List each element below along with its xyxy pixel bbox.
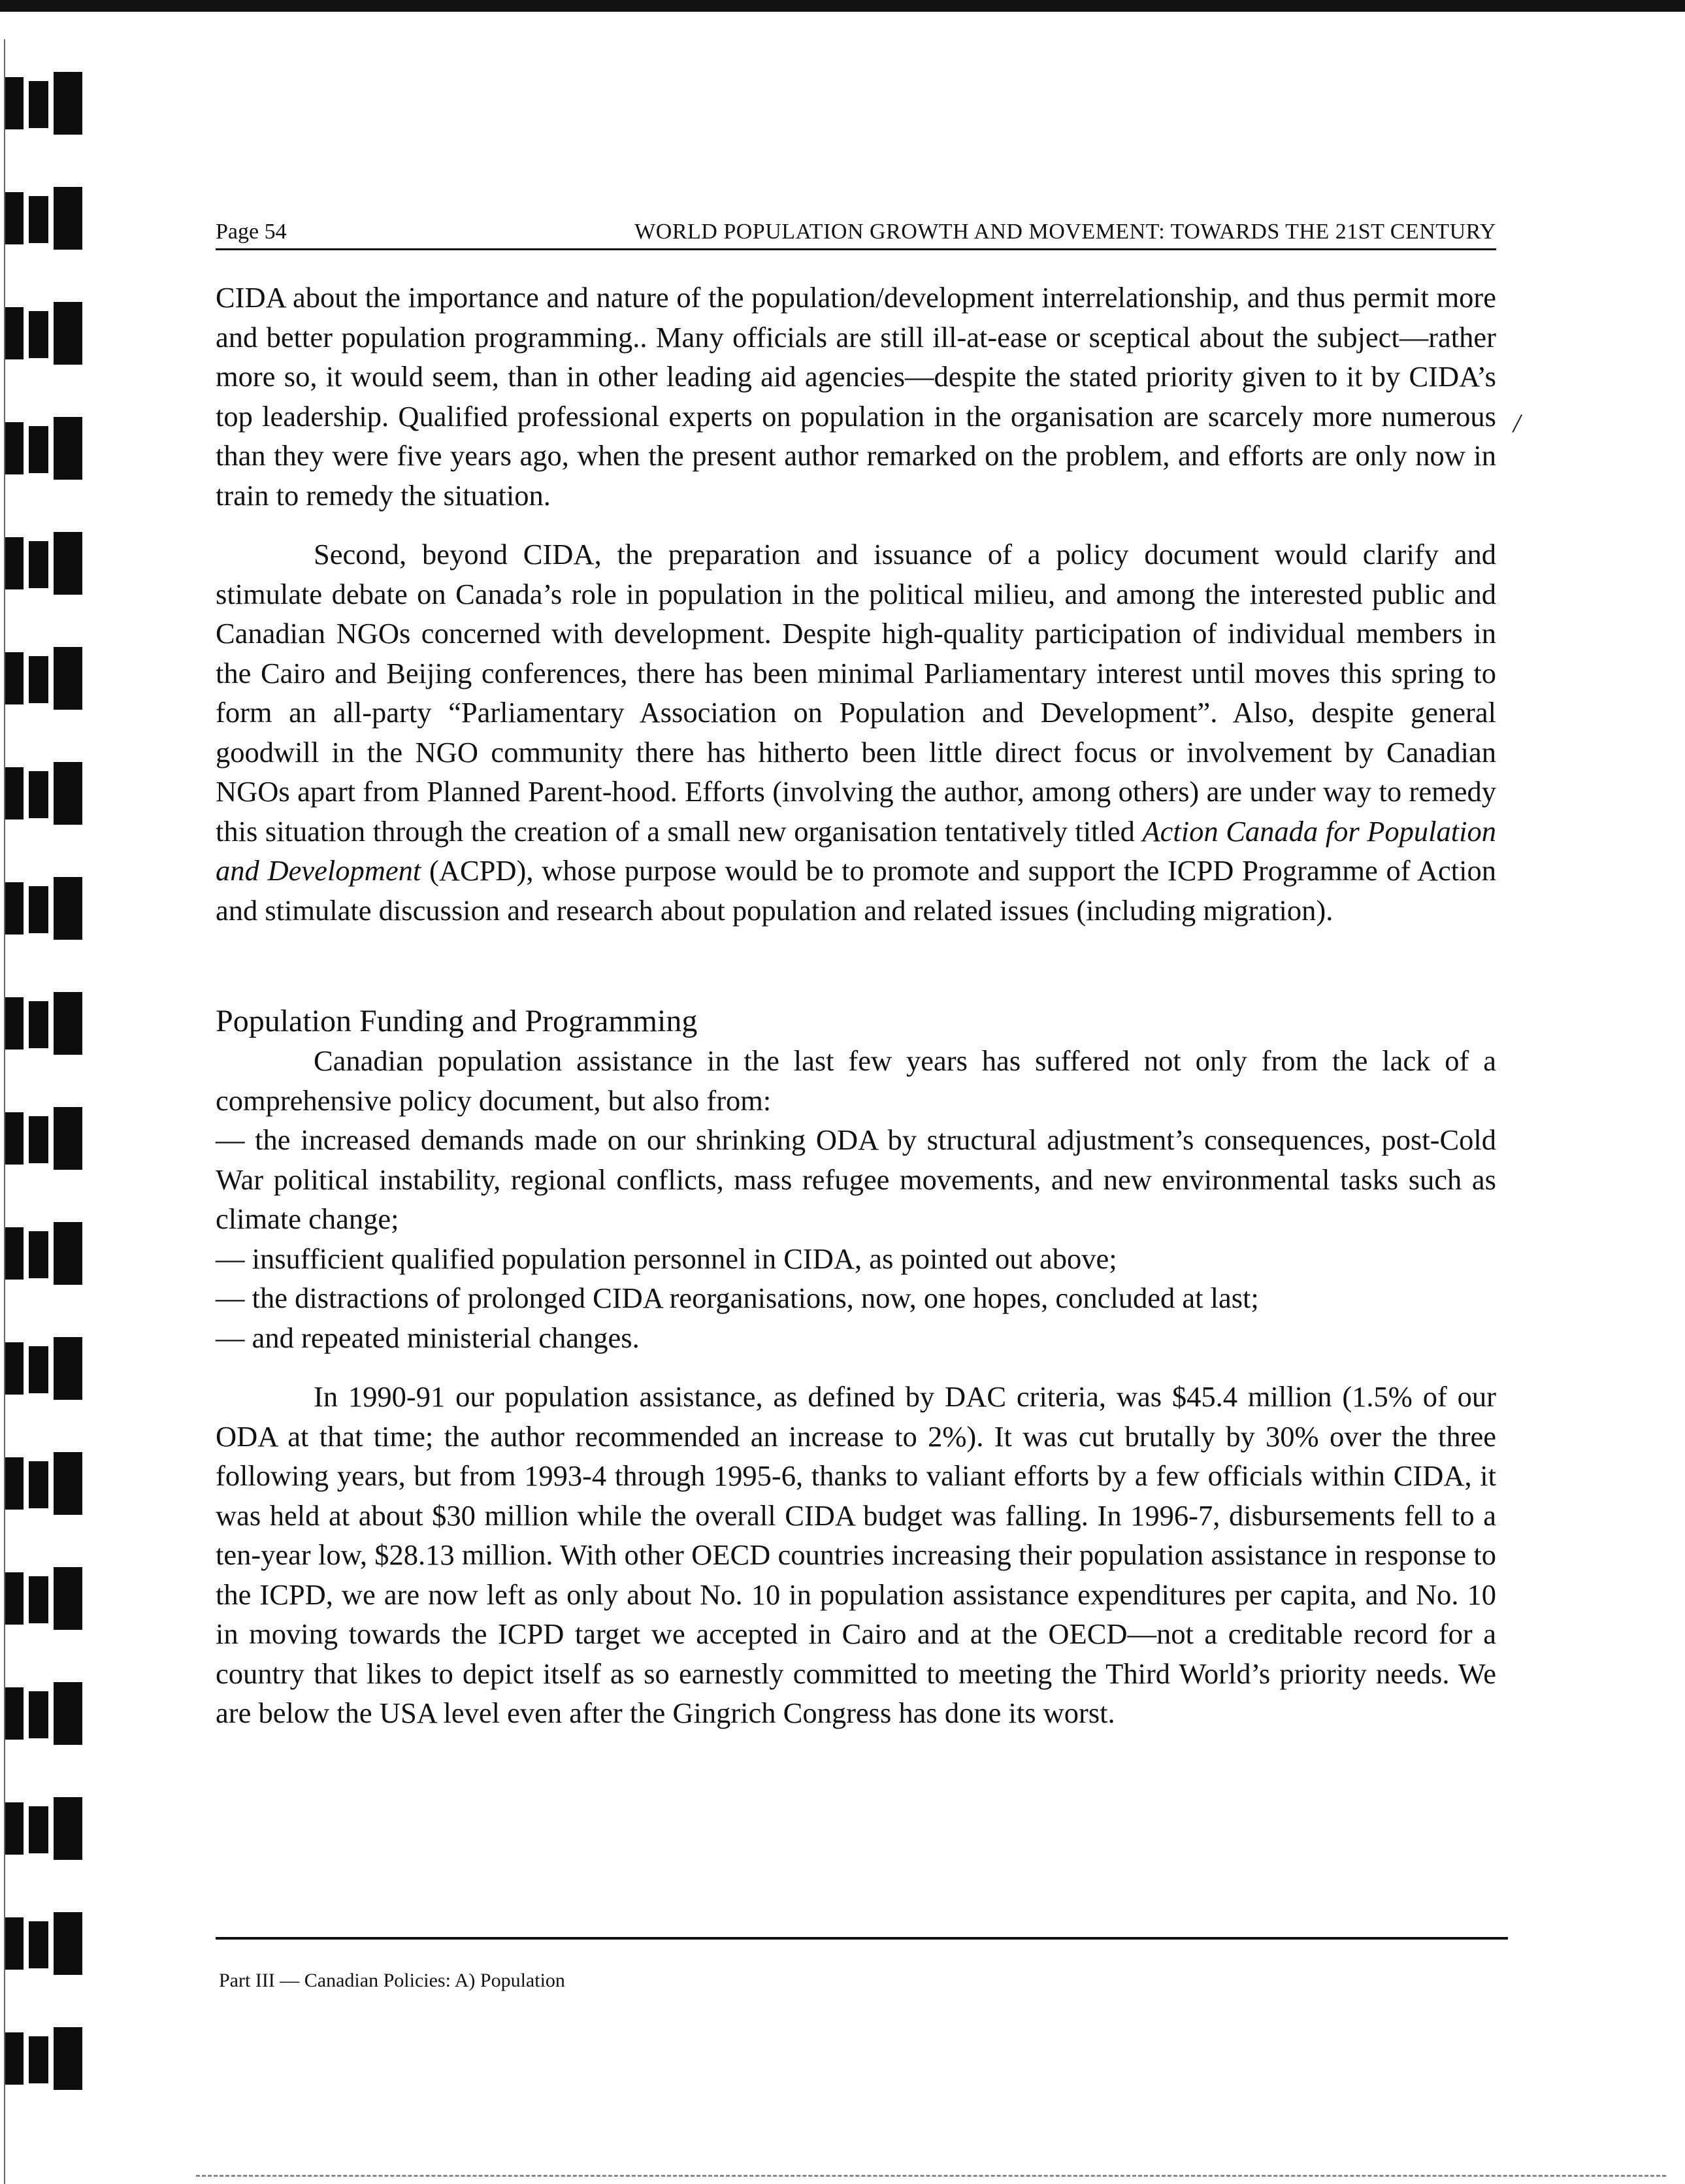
section-heading: Population Funding and Programming [216,1004,698,1038]
margin-mark: / [1513,408,1521,438]
paragraph-3: Canadian population assistance in the last few years has suffered not only from the lack of a comprehensive policy document, but also from: [216,1044,1496,1117]
binding-ring [5,1912,84,1975]
page-body [216,278,1496,1733]
page-header [216,214,1496,250]
binding-ring [5,1567,84,1630]
bullet-item: — insufficient qualified population personnel in CIDA, as pointed out above; [216,1242,1117,1275]
binding-ring [5,877,84,940]
binding-ring [5,1797,84,1860]
binding-ring [5,417,84,480]
binding-ring [5,2027,84,2090]
spiral-binding [0,39,91,2184]
binding-ring [5,72,84,135]
binding-ring [5,1452,84,1515]
binding-ring [5,532,84,595]
binding-ring [5,1682,84,1745]
binding-ring [5,1107,84,1170]
page-top-border [0,0,1685,12]
bullet-item: — the distractions of prolonged CIDA reorganisations, now, one hopes, concluded at last; [216,1282,1259,1314]
paragraph-1: CIDA about the importance and nature of the population/development interrelationship, and thus permit more and better population programming.. Many officials are still ill-at-ease or sceptical about the subject—rather more so, it would seem, than in other leading aid agencies—despite the stated priority given to it by CIDA’s top leadership. Qualified professional experts on population in the organisation are scarcely more numerous than they were five years ago, when the present author remarked on the problem, and efforts are only now in train to remedy the situation. [216,281,1496,512]
bullet-item: — the increased demands made on our shrinking ODA by structural adjustment’s consequences, post-Cold War political instability, regional conflicts, mass refugee movements, and new environmental tasks such as climate change; [216,1123,1496,1235]
bullet-item: — and repeated ministerial changes. [216,1321,640,1354]
paragraph-2-text-b: (ACPD), whose purpose would be to promote and support the ICPD Programme of Action and stimulate discussion and research about population and related issues (including migration). [216,854,1496,927]
paragraph-2 [216,535,1496,930]
binding-ring [5,1337,84,1400]
footer-rule [216,1937,1508,1940]
organisation-title: Action Canada for Population and Development [216,814,1497,887]
running-title: WORLD POPULATION GROWTH AND MOVEMENT: TOWARDS THE 21ST CENTURY [634,220,1496,244]
paragraph-4: In 1990-91 our population assistance, as defined by DAC criteria, was $45.4 million (1.5% of our ODA at that time; the author recommended an increase to 2%). It was cut brutally by 30% over the three following years, but from 1993-4 through 1995-6, thanks to valiant efforts by a few officials within CIDA, it was held at about $30 million while the overall CIDA budget was falling. In 1996-7, disbursements fell to a ten-year low, $28.13 million. With other OECD countries increasing their population assistance in response to the ICPD, we are now left as only about No. 10 in population assistance expenditures per capita, and No. 10 in moving towards the ICPD target we accepted in Cairo and at the OECD—not a creditable record for a country that likes to depict itself as so earnestly committed to meeting the Third World’s priority needs. We are below the USA level even after the Gingrich Congress has done its worst. [216,1380,1496,1729]
footer-text: Part III — Canadian Policies: A) Population [219,1970,565,1991]
bottom-edge-line [196,2175,1666,2177]
binding-ring [5,1222,84,1285]
binding-ring [5,187,84,250]
binding-ring [5,647,84,710]
binding-ring [5,992,84,1055]
paragraph-2-text-a: Second, beyond CIDA, the preparation and issuance of a policy document would clarify and stimulate debate on Canada’s role in population in the political milieu, and among the interested public and Canadian NGOs concerned with development. Despite high-quality participation of individual members in the Cairo and Beijing conferences, there has been minimal Parliamentary interest until moves this spring to form an all-party “Parliamentary Association on Population and Development”. Also, despite general goodwill in the NGO community there has hitherto been little direct focus or involvement by Canadian NGOs apart from Planned Parent-hood. Efforts (involving the author, among others) are under way to remedy this situation through the creation of a small new organisation tentatively titled [216,538,1496,848]
page-number: Page 54 [216,220,287,244]
binding-ring [5,762,84,825]
binding-ring [5,302,84,365]
